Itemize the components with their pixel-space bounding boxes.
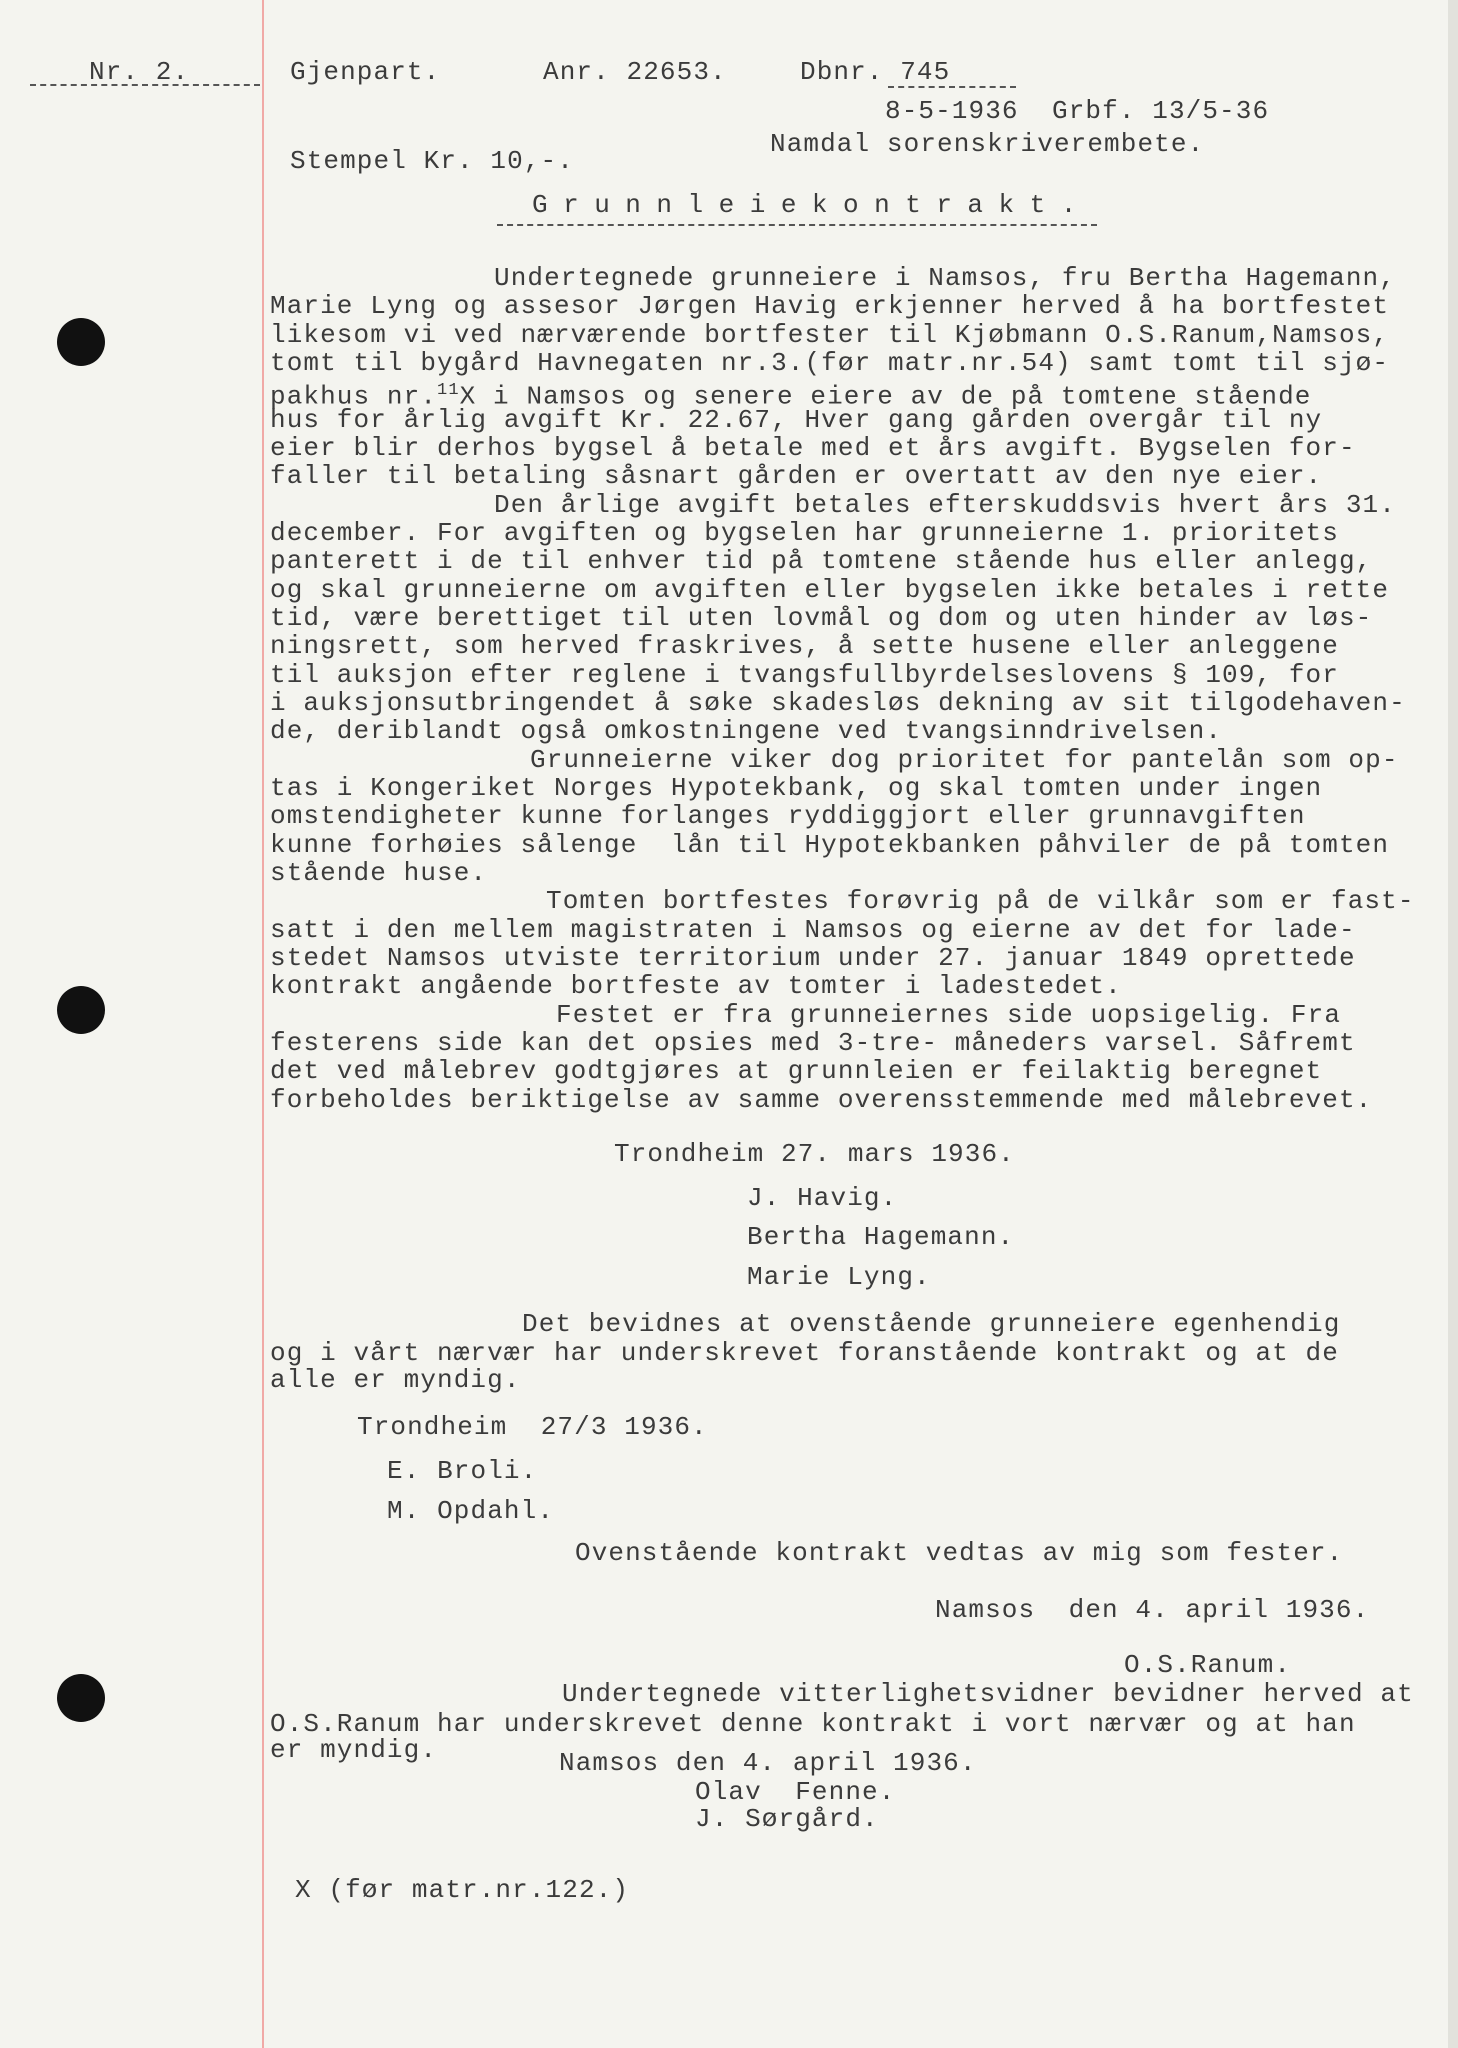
- witness-statement: Undertegnede vitterlighetsvidner bevidner herved at: [562, 1679, 1414, 1709]
- acceptance-signer: O.S.Ranum.: [1124, 1650, 1292, 1680]
- body-line: Den årlige avgift betales efterskuddsvis hvert års 31.: [494, 489, 1396, 520]
- signer: J. Havig.: [747, 1183, 898, 1213]
- footnote: X (før matr.nr.122.): [295, 1875, 630, 1905]
- body-line: ningsrett, som herved fraskrives, å sette husene eller anleggene: [270, 631, 1339, 662]
- witness-place-date: Trondheim 27/3 1936.: [357, 1412, 708, 1442]
- witness-signer: E. Broli.: [387, 1456, 538, 1486]
- body-line: [270, 377, 1415, 412]
- body-line: december. For avgiften og bygselen har grunneierne 1. prioritets: [270, 517, 1339, 548]
- body-line: panterett i de til enhver tid på tomtene stående hus eller anlegg,: [270, 546, 1373, 577]
- witness-signer: Olav Fenne.: [695, 1777, 896, 1807]
- body-line: kontrakt angående bortfeste av tomter i ladestedet.: [270, 971, 1122, 1002]
- signer: Marie Lyng.: [747, 1262, 931, 1292]
- stamp-fee: Stempel Kr. 10,-.: [290, 146, 574, 176]
- dbnr-number: Dbnr. 745: [800, 57, 951, 87]
- body-line: til auksjon efter reglene i tvangsfullbyrdelseslovens § 109, for: [270, 659, 1339, 690]
- title-underline: [497, 224, 1097, 226]
- punch-hole: [57, 1674, 105, 1722]
- handwritten-insert: 11: [437, 381, 460, 401]
- acceptance-place-date: Namsos den 4. april 1936.: [935, 1595, 1370, 1625]
- witness-statement: O.S.Ranum har underskrevet denne kontrakt i vort nærvær og at han: [270, 1709, 1356, 1739]
- witness-place-date: Namsos den 4. april 1936.: [559, 1748, 977, 1778]
- body-line: Tomten bortfestes forøvrig på de vilkår som er fast-: [546, 886, 1415, 917]
- witness-statement: Det bevidnes at ovenstående grunneiere egenhendig: [522, 1309, 1341, 1339]
- body-text: X i Namsos og senere eiere av de på tomtene stående: [459, 381, 1312, 412]
- body-line: stedet Namsos utviste territorium under 27. januar 1849 oprettede: [270, 942, 1356, 973]
- signer: Bertha Hagemann.: [747, 1222, 1015, 1252]
- witness-statement: alle er myndig.: [270, 1365, 521, 1395]
- body-line: likesom vi ved nærværende bortfester til Kjøbmann O.S.Ranum,Namsos,: [270, 319, 1390, 350]
- body-line: tas i Kongeriket Norges Hypotekbank, og skal tomten under ingen: [270, 772, 1323, 803]
- office-stamp: Namdal sorenskriverembete.: [770, 129, 1205, 159]
- punch-hole: [57, 318, 105, 366]
- body-line: de, deriblandt også omkostningene ved tvangsinndrivelsen.: [270, 716, 1223, 747]
- witness-signer: M. Opdahl.: [387, 1496, 555, 1526]
- body-line: i auksjonsutbringendet å søke skadesløs dekning av sit tilgodehaven-: [270, 687, 1406, 718]
- signing-place-date: Trondheim 27. mars 1936.: [614, 1139, 1015, 1169]
- witness-statement: er myndig.: [270, 1735, 438, 1765]
- witness-statement: og i vårt nærvær har underskrevet foranstående kontrakt og at de: [270, 1338, 1339, 1368]
- body-line: faller til betaling såsnart gården er overtatt av den nye eier.: [270, 461, 1323, 492]
- document-number: Nr. 2.: [89, 57, 190, 87]
- red-margin-line: [262, 0, 264, 2048]
- body-line: Marie Lyng og assesor Jørgen Havig erkjenner herved å ha bortfestet: [270, 291, 1390, 322]
- body-line: festerens side kan det opsies med 3-tre- måneders varsel. Såfremt: [270, 1027, 1356, 1058]
- body-line: tid, være berettiget til uten lovmål og dom og uten hinder av løs-: [270, 602, 1373, 633]
- contract-body: [270, 264, 1415, 1114]
- body-line: satt i den mellem magistraten i Namsos og eierne av det for lade-: [270, 914, 1356, 945]
- body-line: og skal grunneierne om avgiften eller bygselen ikke betales i rette: [270, 574, 1390, 605]
- number-underline: [30, 84, 260, 86]
- anr-number: Anr. 22653.: [543, 57, 727, 87]
- body-line: Festet er fra grunneiernes side uopsigelig. Fra: [556, 999, 1342, 1030]
- document-title: Grunnleiekontrakt.: [532, 190, 1092, 220]
- body-line: Grunneierne viker dog prioritet for pantelån som op-: [530, 744, 1399, 775]
- body-line: det ved målebrev godtgjøres at grunnleien er feilaktig beregnet: [270, 1056, 1323, 1087]
- copy-label: Gjenpart.: [290, 57, 441, 87]
- body-line: forbeholdes beriktigelse av samme overensstemmende med målebrevet.: [270, 1084, 1373, 1115]
- body-line: Undertegnede grunneiere i Namsos, fru Bertha Hagemann,: [494, 263, 1396, 293]
- page-edge: [1448, 0, 1458, 2048]
- dbnr-underline: [888, 86, 1016, 88]
- body-line: hus for årlig avgift Kr. 22.67, Hver gang gården overgår til ny: [270, 404, 1323, 435]
- body-line: tomt til bygård Havnegaten nr.3.(før matr.nr.54) samt tomt til sjø-: [270, 347, 1390, 378]
- punch-hole: [57, 986, 105, 1034]
- body-line: omstendigheter kunne forlanges ryddiggjort eller grunnavgiften: [270, 801, 1306, 832]
- witness-signer: J. Sørgård.: [695, 1804, 879, 1834]
- body-text: pakhus nr.: [270, 381, 438, 412]
- registration-date: 8-5-1936 Grbf. 13/5-36: [885, 96, 1270, 126]
- acceptance-text: Ovenstående kontrakt vedtas av mig som fester.: [575, 1538, 1344, 1568]
- body-line: eier blir derhos bygsel å betale med et års avgift. Bygselen for-: [270, 432, 1356, 463]
- body-line: kunne forhøies sålenge lån til Hypotekbanken påhviler de på tomten: [270, 829, 1390, 860]
- body-line: stående huse.: [270, 857, 488, 888]
